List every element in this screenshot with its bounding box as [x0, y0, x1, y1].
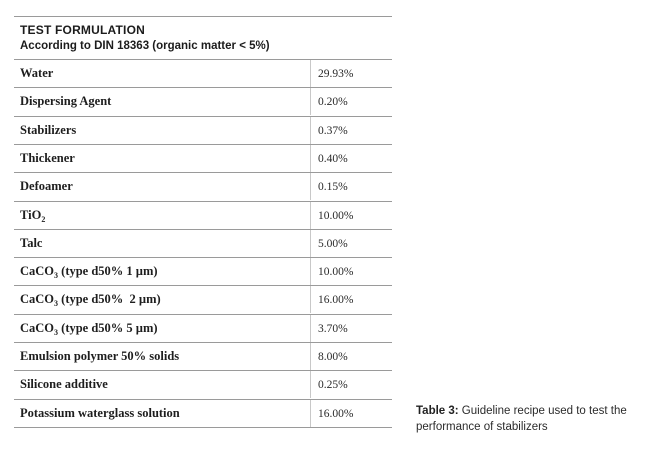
column-divider: [310, 145, 311, 172]
caption-text: Guideline recipe used to test the performance of stabilizers: [416, 405, 627, 433]
ingredient-percentage: 0.37%: [318, 124, 348, 137]
ingredient-detail: (type d50% 1 µm): [58, 264, 158, 279]
row-divider: [14, 59, 392, 60]
table-bottom-rule: [14, 427, 392, 428]
row-divider: [14, 257, 392, 258]
row-divider: [14, 144, 392, 145]
ingredient-detail: (type d50% 5 µm): [58, 320, 158, 335]
table-title: TEST FORMULATION: [20, 23, 145, 37]
ingredient-percentage: 5.00%: [318, 237, 348, 250]
ingredient-label: [20, 292, 161, 307]
ingredient-percentage: 8.00%: [318, 351, 348, 363]
column-divider: [310, 258, 311, 285]
ingredient-label: Silicone additive: [20, 377, 108, 392]
row-divider: [14, 399, 392, 400]
table-row: [14, 257, 392, 285]
column-divider: [310, 117, 311, 144]
row-divider: [14, 370, 392, 371]
column-divider: [310, 173, 311, 200]
table-row: [14, 144, 392, 172]
row-divider: [14, 342, 392, 343]
ingredient-label: Defoamer: [20, 179, 73, 194]
table-row: [14, 116, 392, 144]
ingredient-percentage: 10.00%: [318, 209, 354, 222]
table-row: [14, 285, 392, 313]
ingredient-formula: TiO: [20, 207, 42, 222]
row-divider: [14, 229, 392, 230]
table-subtitle: According to DIN 18363 (organic matter < 5%): [20, 40, 270, 52]
formula-subscript: 3: [54, 299, 59, 309]
column-divider: [310, 315, 311, 342]
ingredient-percentage: 0.25%: [318, 379, 348, 392]
ingredient-formula: CaCO: [20, 320, 55, 335]
row-divider: [14, 285, 392, 286]
column-divider: [310, 230, 311, 257]
ingredient-percentage: 10.00%: [318, 266, 354, 279]
caption-label: Table 3:: [416, 405, 459, 417]
table-row: [14, 59, 392, 87]
table-row: [14, 172, 392, 200]
row-divider: [14, 116, 392, 117]
formula-subscript: 3: [54, 327, 59, 337]
table-caption: [416, 403, 642, 435]
table-row: [14, 201, 392, 229]
column-divider: [310, 400, 311, 427]
table-header: [14, 17, 392, 59]
table-row: [14, 229, 392, 257]
ingredient-percentage: 16.00%: [318, 294, 354, 307]
ingredient-label: Thickener: [20, 150, 75, 165]
ingredient-label: Potassium waterglass solution: [20, 405, 180, 420]
ingredient-percentage: 16.00%: [318, 407, 354, 420]
ingredient-label: Emulsion polymer 50% solids: [20, 349, 180, 363]
row-divider: [14, 87, 392, 88]
ingredient-percentage: 0.15%: [318, 181, 348, 194]
column-divider: [310, 202, 311, 229]
table-row: [14, 399, 392, 427]
ingredient-detail: (type d50% 2 µm): [58, 292, 161, 307]
ingredient-label: [20, 208, 45, 223]
ingredient-label: Water: [20, 66, 54, 80]
column-divider: [310, 286, 311, 313]
ingredient-percentage: 29.93%: [318, 68, 354, 80]
row-divider: [14, 201, 392, 202]
row-divider: [14, 172, 392, 173]
table-row: [14, 370, 392, 398]
ingredient-formula: CaCO: [20, 264, 55, 279]
ingredient-percentage: 0.20%: [318, 96, 348, 109]
formula-subscript: 2: [41, 214, 46, 224]
row-divider: [14, 314, 392, 315]
ingredient-percentage: 3.70%: [318, 322, 348, 335]
ingredient-percentage: 0.40%: [318, 152, 348, 165]
ingredient-label: [20, 321, 158, 336]
ingredient-formula: CaCO: [20, 292, 55, 307]
ingredient-label: Talc: [20, 235, 43, 250]
ingredient-label: Dispersing Agent: [20, 94, 112, 109]
column-divider: [310, 371, 311, 398]
ingredient-label: [20, 264, 158, 279]
column-divider: [310, 343, 311, 370]
table-row: [14, 87, 392, 115]
column-divider: [310, 60, 311, 87]
table-row: [14, 342, 392, 370]
ingredient-label: Stabilizers: [20, 122, 77, 137]
table-row: [14, 314, 392, 342]
formula-subscript: 3: [54, 271, 59, 281]
column-divider: [310, 88, 311, 115]
